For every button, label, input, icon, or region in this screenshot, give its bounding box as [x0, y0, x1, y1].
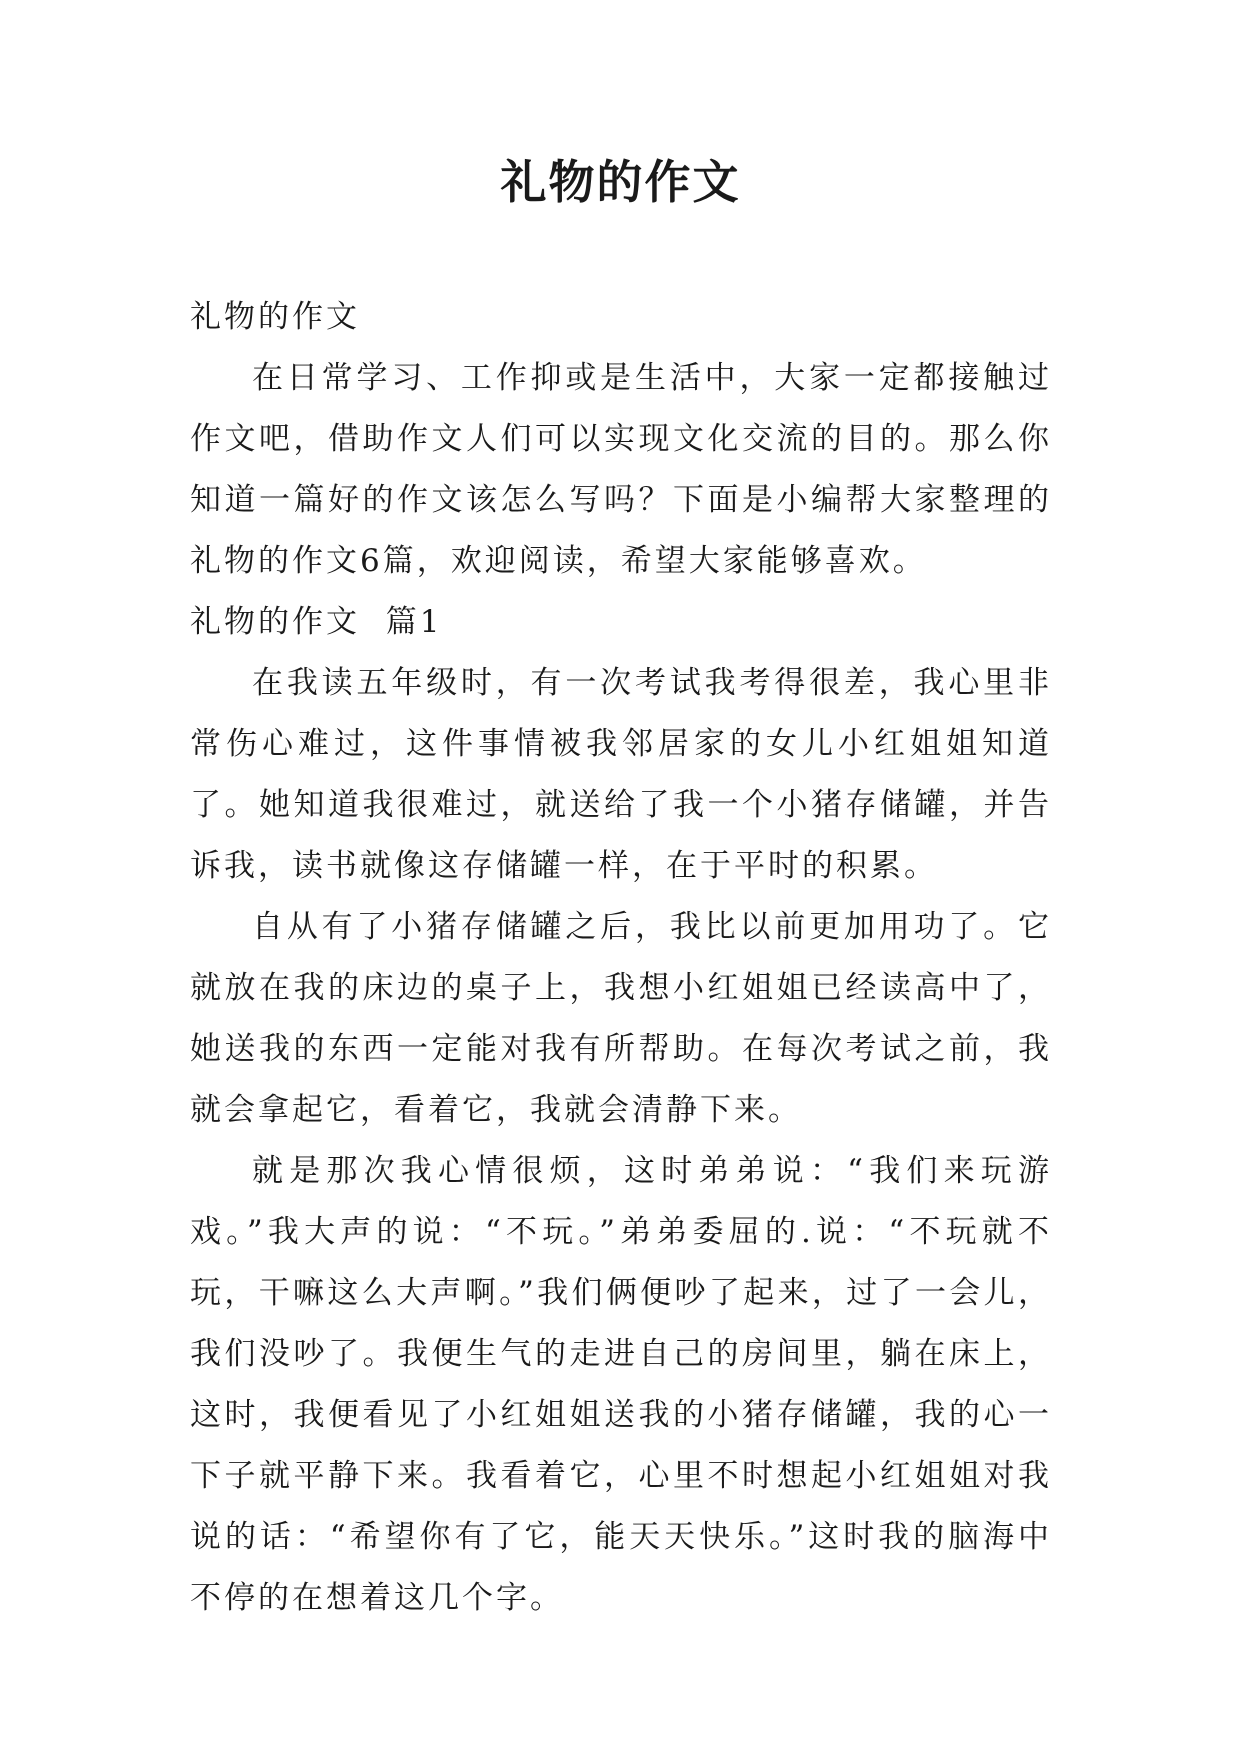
document-body [190, 287, 1052, 1629]
intro-heading: 礼物的作文 [190, 299, 360, 335]
document-title: 礼物的作文 [500, 155, 741, 209]
intro-paragraph: 在日常学习、工作抑或是生活中，大家一定都接触过作文吧，借助作文人们可以实现文化交流的目的。那么你知道一篇好的作文该怎么写吗？下面是小编帮大家整理的礼物的作文6篇，欢迎阅读，希望大家能够喜欢。 [190, 360, 1052, 579]
body-paragraph-3: 就是那次我心情很烦，这时弟弟说：“我们来玩游戏。”我大声的说：“不玩。”弟弟委屈的.说：“不玩就不玩，干嘛这么大声啊。”我们俩便吵了起来，过了一会儿，我们没吵了。我便生气的走进自己的房间里，躺在床上，这时，我便看见了小红姐姐送我的小猪存储罐，我的心一下子就平静下来。我看着它，心里不时想起小红姐姐对我说的话：“希望你有了它，能天天快乐。”这时我的脑海中不停的在想着这几个字。 [190, 1153, 1052, 1616]
body-paragraph-2: 自从有了小猪存储罐之后，我比以前更加用功了。它就放在我的床边的桌子上，我想小红姐姐已经读高中了，她送我的东西一定能对我有所帮助。在每次考试之前，我就会拿起它，看着它，我就会清静下来。 [190, 909, 1052, 1128]
section-heading: 礼物的作文 篇1 [190, 604, 443, 640]
body-paragraph-1: 在我读五年级时，有一次考试我考得很差，我心里非常伤心难过，这件事情被我邻居家的女儿小红姐姐知道了。她知道我很难过，就送给了我一个小猪存储罐，并告诉我，读书就像这存储罐一样，在于平时的积累。 [190, 665, 1052, 884]
